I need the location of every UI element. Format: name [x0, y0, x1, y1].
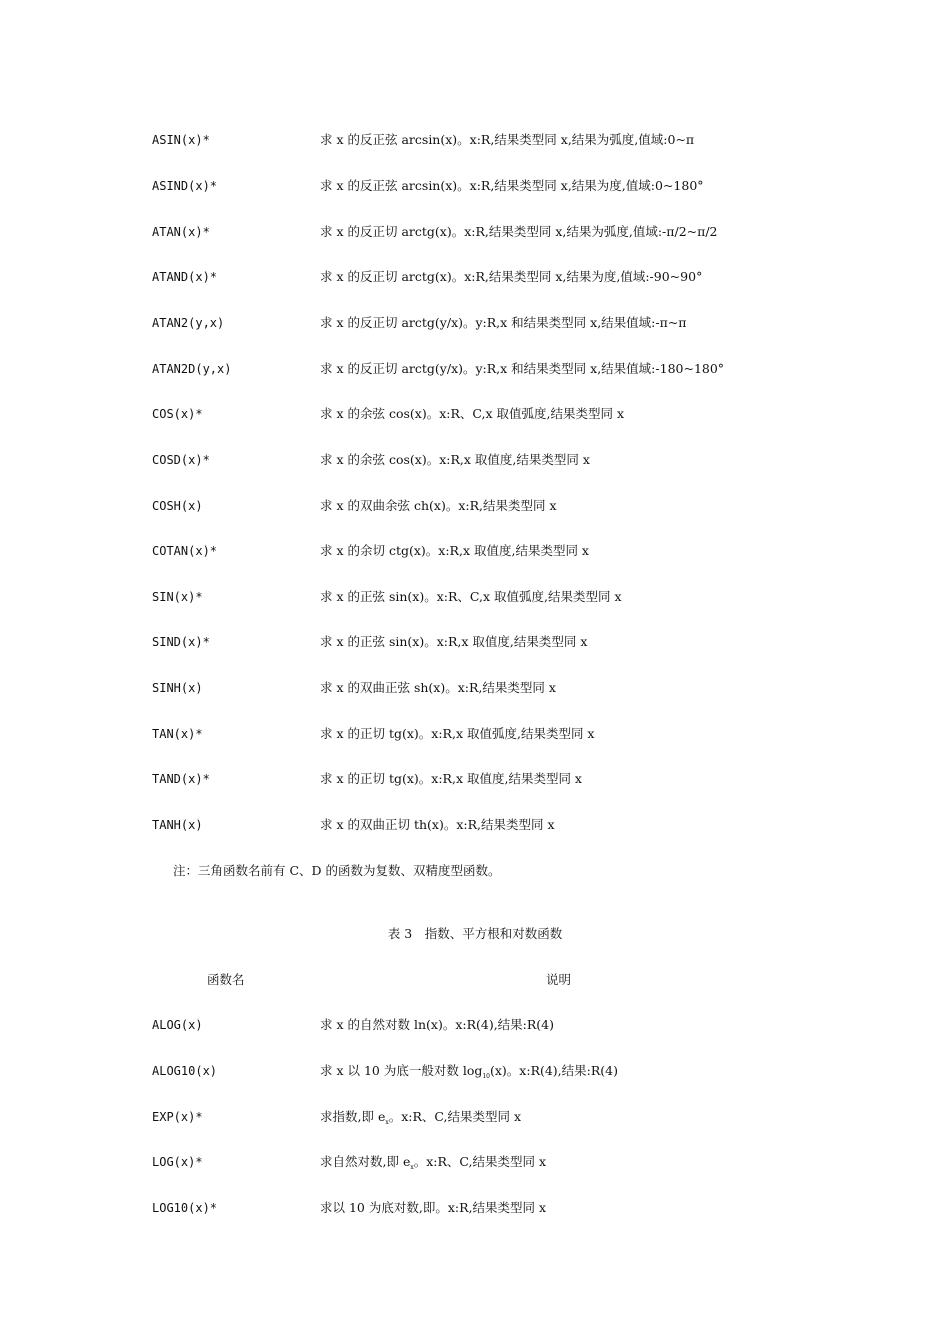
function-description: 求 x 的自然对数 ln(x)。x:R(4),结果:R(4): [320, 1017, 555, 1032]
function-description: 求以 10 为底对数,即。x:R,结果类型同 x: [320, 1200, 546, 1215]
function-name: TAN(x)*: [152, 727, 203, 741]
function-row: [0, 1152, 950, 1172]
function-name: LOG10(x)*: [152, 1201, 218, 1215]
function-name: COS(x)*: [152, 407, 203, 421]
function-name: ALOG(x): [152, 1018, 203, 1032]
function-row: [0, 632, 950, 652]
table-caption: 表 3 指数、平方根和对数函数: [387, 926, 563, 941]
function-description: 求 x 的双曲余弦 ch(x)。x:R,结果类型同 x: [320, 498, 557, 513]
function-name: ASIN(x)*: [152, 133, 210, 147]
function-name: TANH(x): [152, 818, 203, 832]
description-text: 求 x 以 10 为底一般对数 log: [320, 1063, 483, 1078]
function-name: LOG(x)*: [152, 1155, 203, 1169]
function-name: EXP(x)*: [152, 1110, 203, 1124]
function-row: [0, 267, 950, 287]
function-description: [320, 1061, 618, 1087]
function-row: [0, 1015, 950, 1035]
function-name: COSD(x)*: [152, 453, 210, 467]
function-row: [0, 1061, 950, 1081]
function-description: 求 x 的双曲正弦 sh(x)。x:R,结果类型同 x: [320, 680, 556, 695]
function-name: ALOG10(x): [152, 1064, 218, 1078]
function-description: 求 x 的余弦 cos(x)。x:R、C,x 取值弧度,结果类型同 x: [320, 406, 624, 421]
function-description: 求 x 的正弦 sin(x)。x:R,x 取值度,结果类型同 x: [320, 634, 588, 649]
function-description: 求 x 的正切 tg(x)。x:R,x 取值度,结果类型同 x: [320, 771, 582, 786]
function-description: 求 x 的反正弦 arcsin(x)。x:R,结果类型同 x,结果为弧度,值域:0~π: [320, 132, 695, 147]
function-row: [0, 1198, 950, 1218]
function-name: ATAN2D(y,x): [152, 362, 232, 376]
function-row: [0, 222, 950, 242]
description-text: 求指数,即 e: [320, 1109, 386, 1124]
function-name: COSH(x): [152, 499, 203, 513]
trig-note: 注：三角函数名前有 C、D 的函数为复数、双精度型函数。: [173, 863, 501, 878]
function-description: 求 x 的反正切 arctg(y/x)。y:R,x 和结果类型同 x,结果值域:-180~180°: [320, 361, 725, 376]
function-name: SIND(x)*: [152, 635, 210, 649]
function-row: [0, 724, 950, 744]
function-name: SINH(x): [152, 681, 203, 695]
function-row: [0, 313, 950, 333]
function-row: [0, 450, 950, 470]
description-text: (x)。x:R(4),结果:R(4): [490, 1063, 618, 1078]
function-row: [0, 496, 950, 516]
function-name: TAND(x)*: [152, 772, 210, 786]
function-description: 求 x 的双曲正切 th(x)。x:R,结果类型同 x: [320, 817, 555, 832]
function-row: [0, 130, 950, 150]
function-description: 求 x 的余弦 cos(x)。x:R,x 取值度,结果类型同 x: [320, 452, 590, 467]
function-description: 求 x 的反正切 arctg(y/x)。y:R,x 和结果类型同 x,结果值域:-π~π: [320, 315, 687, 330]
function-description: [320, 1152, 546, 1178]
description-text: 。x:R、C,结果类型同 x: [388, 1109, 522, 1124]
function-description: 求 x 的反正弦 arcsin(x)。x:R,结果类型同 x,结果为度,值域:0~180°: [320, 178, 704, 193]
function-name: ASIND(x)*: [152, 179, 218, 193]
function-description: 求 x 的反正切 arctg(x)。x:R,结果类型同 x,结果为弧度,值域:-π/2~π/2: [320, 224, 718, 239]
description-text: 求自然对数,即 e: [320, 1154, 411, 1169]
function-row: [0, 541, 950, 561]
function-name: SIN(x)*: [152, 590, 203, 604]
description-text: 。x:R、C,结果类型同 x: [413, 1154, 547, 1169]
column-header-description: 说明: [546, 972, 572, 987]
function-description: 求 x 的正切 tg(x)。x:R,x 取值弧度,结果类型同 x: [320, 726, 595, 741]
function-name: COTAN(x)*: [152, 544, 218, 558]
function-name: ATAN2(y,x): [152, 316, 225, 330]
function-description: 求 x 的反正切 arctg(x)。x:R,结果类型同 x,结果为度,值域:-90~90°: [320, 269, 703, 284]
exponent: x: [410, 1164, 414, 1171]
function-description: 求 x 的正弦 sin(x)。x:R、C,x 取值弧度,结果类型同 x: [320, 589, 622, 604]
function-row: [0, 587, 950, 607]
function-name: ATAN(x)*: [152, 225, 210, 239]
function-description: [320, 1107, 521, 1133]
function-row: [0, 769, 950, 789]
function-row: [0, 678, 950, 698]
subscript-base: 10: [482, 1073, 490, 1080]
function-description: 求 x 的余切 ctg(x)。x:R,x 取值度,结果类型同 x: [320, 543, 589, 558]
function-row: [0, 359, 950, 379]
exponent: x: [385, 1119, 389, 1126]
function-row: [0, 404, 950, 424]
column-header-name: 函数名: [207, 972, 245, 987]
function-row: [0, 1107, 950, 1127]
function-row: [0, 176, 950, 196]
function-name: ATAND(x)*: [152, 270, 218, 284]
function-row: [0, 815, 950, 835]
